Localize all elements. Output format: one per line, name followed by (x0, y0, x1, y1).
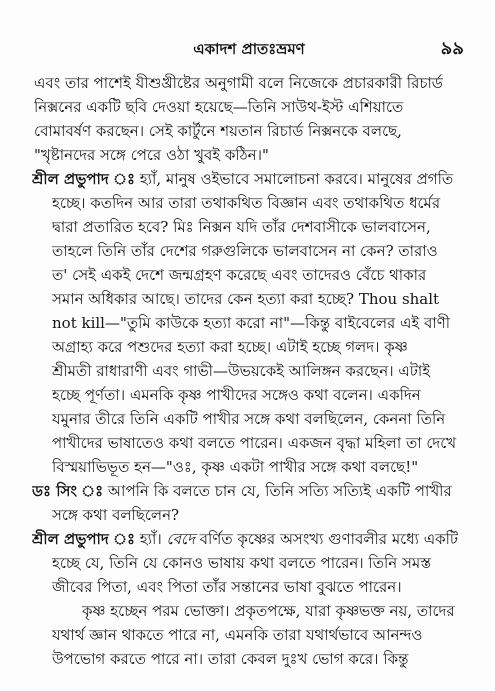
text-line: বিস্ময়াভিভূত হন—"ওঃ, কৃষ্ণ একটা পাখীর সঙ্গে কথা বলছে!" (52, 458, 419, 476)
text-line: পাখীদের ভাষাতেও কথা বলতে পারেন। একজন বৃদ্ধা মহিলা তা দেখে (52, 434, 457, 452)
italic-term: বেদে (166, 530, 195, 548)
text-line: সমান অধিকার আছে। তাদের কেন হত্যা করা হচ্ছে? Thou shalt (52, 290, 440, 308)
chapter-title: একাদশ প্রাতঃভ্রমণ (193, 40, 305, 58)
dialogue-line (32, 167, 468, 191)
text-line: যমুনার তীরে তিনি একটি পাখীর সঙ্গে কথা বলছিলেন, কেননা তিনি (52, 410, 446, 428)
text-line: এবং তার পাশেই যীশুখ্রীষ্টের অনুগামী বলে নিজেকে প্রচারকারী রিচার্ড (34, 74, 443, 92)
text-line: নিক্সনের একটি ছবি দেওয়া হয়েছে—তিনি সাউথ-ইস্ট এশিয়াতে (34, 98, 404, 116)
paragraph-first-line: কৃষ্ণ হচ্ছেন পরম ভোক্তা। প্রকৃতপক্ষে, যারা কৃষ্ণভক্ত নয়, তাদের (82, 602, 455, 620)
text-line: হচ্ছে পূর্ণতা। এমনকি কৃষ্ণ পাখীদের সঙ্গেও কথা বলেন। একদিন (52, 386, 421, 404)
text-line: উপভোগ করতে পারে না। তারা কেবল দুঃখ ভোগ করে। কিন্তু (52, 650, 409, 668)
text-line: হচ্ছে। কতদিন আর তারা তথাকথিত বিজ্ঞান এবং তথাকথিত ধর্মের (52, 194, 441, 212)
dialogue-text: বর্ণিত কৃষ্ণের অসংখ্য গুণাবলীর মধ্যে একটি (199, 530, 459, 548)
text-line: যথার্থ জ্ঞান থাকতে পারে না, এমনকি তারা যথার্থভাবে আনন্দও (52, 626, 423, 644)
text-line: not kill—"তুমি কাউকে হত্যা করো না"—কিন্তু বাইবেলের এই বাণী (52, 314, 451, 332)
dialogue-text: আপনি কি বলতে চান যে, তিনি সত্যি সত্যিই একটি পাখীর (107, 482, 452, 500)
speaker-label: শ্রীল প্রভুপাদ ঃ (32, 170, 135, 188)
text-line: ত' সেই একই দেশে জন্মগ্রহণ করেছে এবং তাদেরও বেঁচে থাকার (52, 266, 427, 284)
dialogue-text: হ্যাঁ। (139, 530, 162, 548)
dialogue-line (32, 527, 468, 551)
text-line: সঙ্গে কথা বলছিলেন? (52, 506, 180, 524)
text-line: শ্রীমতী রাধারাণী এবং গাভী—উভয়কেই আলিঙ্গন করছেন। এটাই (52, 362, 431, 380)
speaker-label: শ্রীল প্রভুপাদ ঃ (32, 530, 135, 548)
text-line: জীবের পিতা, এবং পিতা তাঁর সন্তানের ভাষা বুঝতে পারেন। (52, 578, 402, 596)
speaker-label: ডঃ সিং ঃ (32, 482, 104, 500)
page-number: ৯৯ (440, 38, 464, 59)
page-body (34, 71, 468, 671)
text-line: তাহলে তিনি তাঁর দেশের গরুগুলিকে ভালবাসেন না কেন? তারাও (52, 242, 438, 260)
text-line: বোমাবর্ষণ করছেন। সেই কার্টুনে শয়তান রিচার্ড নিক্সনকে বলছে, (34, 122, 402, 140)
dialogue-line (32, 479, 468, 503)
text-line: অগ্রাহ্য করে পশুদের হত্যা করা হচ্ছে। এটাই হচ্ছে গলদ। কৃষ্ণ (52, 338, 408, 356)
dialogue-text: হ্যাঁ, মানুষ ওইভাবে সমালোচনা করবে। মানুষের প্রগতি (139, 170, 454, 188)
text-line: দ্বারা প্রতারিত হবে? মিঃ নিক্সন যদি তাঁর দেশবাসীকে ভালবাসেন, (52, 218, 431, 236)
text-line: হচ্ছে যে, তিনি যে কোনও ভাষায় কথা বলতে পারেন। তিনি সমস্ত (52, 554, 432, 572)
page-header (34, 34, 464, 58)
text-line: "খৃষ্টানদের সঙ্গে পেরে ওঠা খুবই কঠিন।" (34, 146, 269, 164)
